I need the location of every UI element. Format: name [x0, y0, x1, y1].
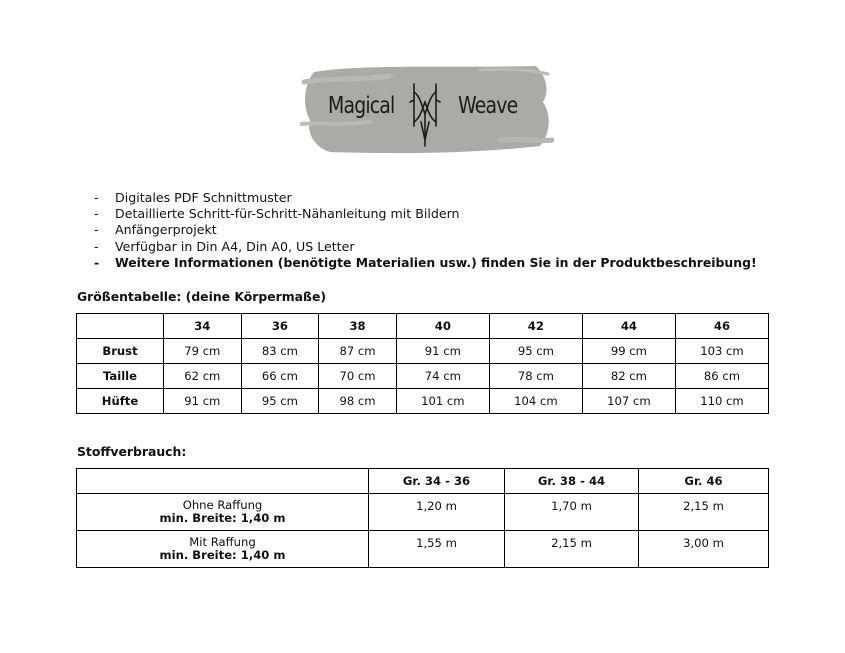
- list-item-text: Anfängerprojekt: [115, 222, 217, 238]
- column-header: 46: [675, 314, 768, 339]
- table-row: [77, 364, 769, 389]
- table-cell: 1,55 m: [369, 531, 505, 568]
- table-cell: 95 cm: [489, 339, 582, 364]
- list-item-text: Detaillierte Schritt-für-Schritt-Nähanleitung mit Bildern: [115, 206, 460, 222]
- row-label-min-width: min. Breite: 1,40 m: [159, 547, 286, 562]
- list-dash: -: [94, 206, 99, 222]
- table-cell: 2,15 m: [505, 531, 639, 568]
- row-label: Brust: [77, 339, 164, 364]
- brand-logo: [300, 62, 554, 158]
- size-chart-title: Größentabelle: (deine Körpermaße): [77, 289, 327, 304]
- row-label: [77, 494, 369, 531]
- table-cell: 78 cm: [489, 364, 582, 389]
- table-cell: 104 cm: [489, 389, 582, 414]
- table-corner-cell: [77, 314, 164, 339]
- list-dash: -: [94, 254, 100, 270]
- row-label-min-width: min. Breite: 1,40 m: [159, 510, 286, 525]
- row-label: Hüfte: [77, 389, 164, 414]
- row-label: [77, 531, 369, 568]
- table-cell: 98 cm: [319, 389, 397, 414]
- list-dash: -: [94, 238, 99, 254]
- column-header: Gr. 34 - 36: [369, 469, 505, 494]
- table-row: [77, 531, 769, 568]
- table-cell: 1,70 m: [505, 494, 639, 531]
- list-item-text: Weitere Informationen (benötigte Materialien usw.) finden Sie in der Produktbeschreibung!: [115, 254, 757, 270]
- list-dash: -: [94, 222, 99, 238]
- list-item: [94, 255, 757, 271]
- column-header: 42: [489, 314, 582, 339]
- list-item-text: Verfügbar in Din A4, Din A0, US Letter: [115, 238, 355, 254]
- weave-mark-icon: [408, 82, 442, 148]
- table-cell: 82 cm: [582, 364, 675, 389]
- table-cell: 74 cm: [396, 364, 489, 389]
- row-label: Taille: [77, 364, 164, 389]
- table-cell: 1,20 m: [369, 494, 505, 531]
- table-cell: 91 cm: [396, 339, 489, 364]
- feature-list: [94, 190, 757, 271]
- table-cell: 95 cm: [241, 389, 319, 414]
- table-cell: 101 cm: [396, 389, 489, 414]
- logo-word-weave: Weave: [458, 93, 518, 119]
- table-cell: 2,15 m: [639, 494, 769, 531]
- list-item-text: Digitales PDF Schnittmuster: [115, 190, 292, 205]
- table-cell: 107 cm: [582, 389, 675, 414]
- list-item: [94, 190, 757, 206]
- column-header: 38: [319, 314, 397, 339]
- table-corner-cell: [77, 469, 369, 494]
- table-cell: 87 cm: [319, 339, 397, 364]
- table-cell: 99 cm: [582, 339, 675, 364]
- list-item: [94, 222, 757, 238]
- table-cell: 62 cm: [164, 364, 242, 389]
- column-header: 34: [164, 314, 242, 339]
- list-dash: -: [94, 190, 99, 205]
- table-row: [77, 389, 769, 414]
- table-cell: 86 cm: [675, 364, 768, 389]
- table-cell: 83 cm: [241, 339, 319, 364]
- fabric-usage-title: Stoffverbrauch:: [77, 444, 187, 459]
- table-cell: 91 cm: [164, 389, 242, 414]
- list-item: [94, 239, 757, 255]
- fabric-usage-table: [76, 468, 769, 568]
- table-cell: 103 cm: [675, 339, 768, 364]
- row-label-main: Ohne Raffung: [182, 498, 263, 512]
- table-cell: 70 cm: [319, 364, 397, 389]
- column-header: 40: [396, 314, 489, 339]
- column-header: 44: [582, 314, 675, 339]
- row-label-main: Mit Raffung: [189, 535, 256, 549]
- list-item: [94, 206, 757, 222]
- column-header: Gr. 38 - 44: [505, 469, 639, 494]
- column-header: 36: [241, 314, 319, 339]
- table-row: [77, 494, 769, 531]
- table-cell: 3,00 m: [639, 531, 769, 568]
- table-header-row: [77, 469, 769, 494]
- table-cell: 79 cm: [164, 339, 242, 364]
- table-cell: 110 cm: [675, 389, 768, 414]
- size-chart-table: [76, 313, 769, 414]
- table-cell: 66 cm: [241, 364, 319, 389]
- table-row: [77, 339, 769, 364]
- table-header-row: [77, 314, 769, 339]
- logo-word-magical: Magical: [328, 93, 395, 119]
- column-header: Gr. 46: [639, 469, 769, 494]
